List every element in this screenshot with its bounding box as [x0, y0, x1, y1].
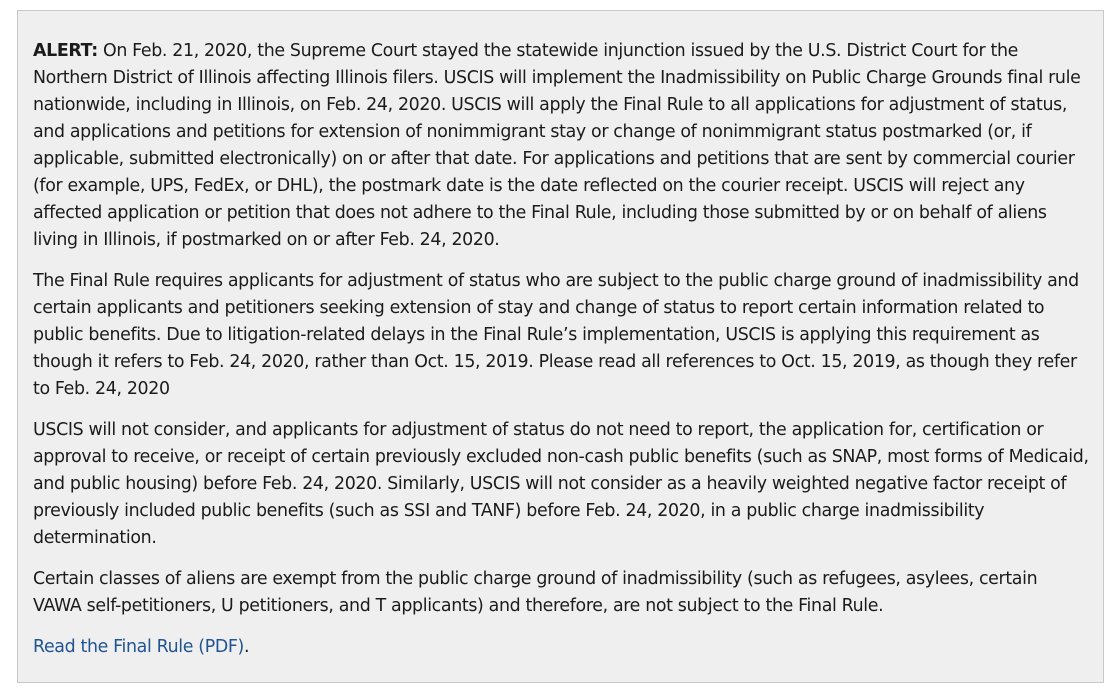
link-suffix: .	[243, 637, 250, 657]
alert-box	[17, 10, 1104, 683]
final-rule-link-line	[33, 634, 1089, 661]
alert-paragraph-4: Certain classes of aliens are exempt from the public charge ground of inadmissibility (such as refugees, asylees, certain VAWA self-petitioners, U petitioners, and T applicants) and therefore, are not subject to the Final Rule.	[33, 569, 1038, 616]
alert-paragraph-1	[33, 38, 1089, 254]
alert-label: ALERT:	[33, 41, 98, 61]
alert-paragraph-2: The Final Rule requires applicants for adjustment of status who are subject to the public charge ground of inadmissibility and certain applicants and petitioners seeking extension of stay and change of status to report certain information related to public benefits. Due to litigation-related delays in the Final Rule’s implementation, USCIS is applying this requirement as though it refers to Feb. 24, 2020, rather than Oct. 15, 2019. Please read all references to Oct. 15, 2019, as though they refer to Feb. 24, 2020	[33, 271, 1079, 399]
final-rule-pdf-link[interactable]: Read the Final Rule (PDF)	[33, 637, 244, 657]
alert-paragraph-3: USCIS will not consider, and applicants for adjustment of status do not need to report, the application for, certification or approval to receive, or receipt of certain previously excluded non-cash public benefits (such as SNAP, most forms of Medicaid, and public housing) before Feb. 24, 2020. Similarly, USCIS will not consider as a heavily weighted negative factor receipt of previously included public benefits (such as SSI and TANF) before Feb. 24, 2020, in a public charge inadmissibility determination.	[33, 420, 1089, 548]
alert-paragraph-1-text: On Feb. 21, 2020, the Supreme Court stayed the statewide injunction issued by the U.S. District Court for the Northern District of Illinois affecting Illinois filers. USCIS will implement the Inadmissibility on Public Charge Grounds final rule nationwide, including in Illinois, on Feb. 24, 2020. USCIS will apply the Final Rule to all applications for adjustment of status, and applications and petitions for extension of nonimmigrant stay or change of nonimmigrant status postmarked (or, if applicable, submitted electronically) on or after that date. For applications and petitions that are sent by commercial courier (for example, UPS, FedEx, or DHL), the postmark date is the date reflected on the courier receipt. USCIS will reject any affected application or petition that does not adhere to the Final Rule, including those submitted by or on behalf of aliens living in Illinois, if postmarked on or after Feb. 24, 2020.	[33, 41, 1081, 250]
